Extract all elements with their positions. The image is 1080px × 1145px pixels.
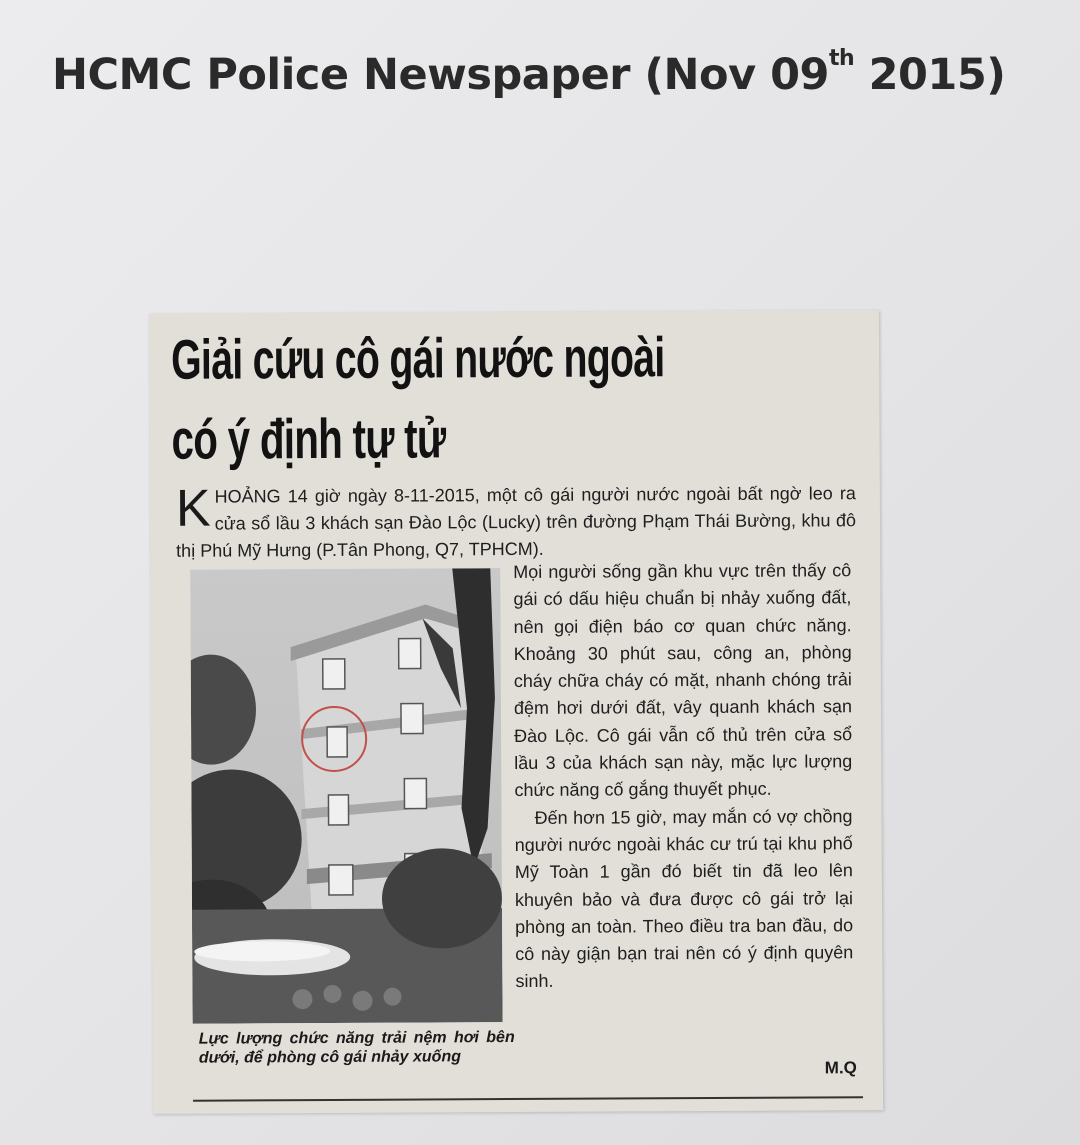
- article-photo: [190, 568, 502, 1024]
- title-text: HCMC Police Newspaper (Nov 09: [52, 50, 829, 100]
- photo-caption: Lực lượng chức năng trải nệm hơi bên dưới, để phòng cô gái nhảy xuống: [198, 1029, 515, 1067]
- body-paragraph-2: Đến hơn 15 giờ, may mắn có vợ chồng người nước ngoài khác cư trú tại khu phố Mỹ Toàn 1 gần đó biết tin đã leo lên khuyên bảo và đưa được cô gái trở lại phòng an toàn. Theo điều tra ban đầu, do cô này giận bạn trai nên có ý định quyên sinh.: [514, 805, 854, 992]
- article-body: [513, 557, 853, 996]
- lead-text: HOẢNG 14 giờ ngày 8-11-2015, một cô gái người nước ngoài bất ngờ leo ra cửa sổ lầu 3 khách sạn Đào Lộc (Lucky) trên đường Phạm Thái Bường, khu đô thị Phú Mỹ Hưng (P.Tân Phong, Q7, TPHCM).: [176, 483, 857, 561]
- headline-line-2: có ý định tự tử: [171, 406, 446, 471]
- newspaper-clipping: [149, 310, 883, 1114]
- author-byline: M.Q: [824, 1058, 857, 1078]
- article-lead: [176, 480, 856, 565]
- page-title: [52, 46, 1006, 100]
- hotel-building-photo: [190, 568, 502, 1024]
- title-superscript: th: [828, 46, 855, 71]
- drop-cap: K: [175, 479, 211, 538]
- body-paragraph-1: Mọi người sống gần khu vực trên thấy cô gái có dấu hiệu chuẩn bị nhảy xuống đất, nên gọi điện báo cơ quan chức năng. Khoảng 30 phút sau, công an, phòng cháy chữa cháy có mặt, nhanh chóng trải đệm hơi dưới đất, vây quanh khách sạn Đào Lộc. Cô gái vẫn cố thủ trên cửa sổ lầu 3 của khách sạn này, mặc lực lượng chức năng cố gắng thuyết phục.: [513, 560, 853, 801]
- title-year: 2015): [854, 50, 1006, 100]
- headline-line-1: Giải cứu cô gái nước ngoài: [170, 325, 665, 391]
- bottom-rule: [193, 1096, 863, 1102]
